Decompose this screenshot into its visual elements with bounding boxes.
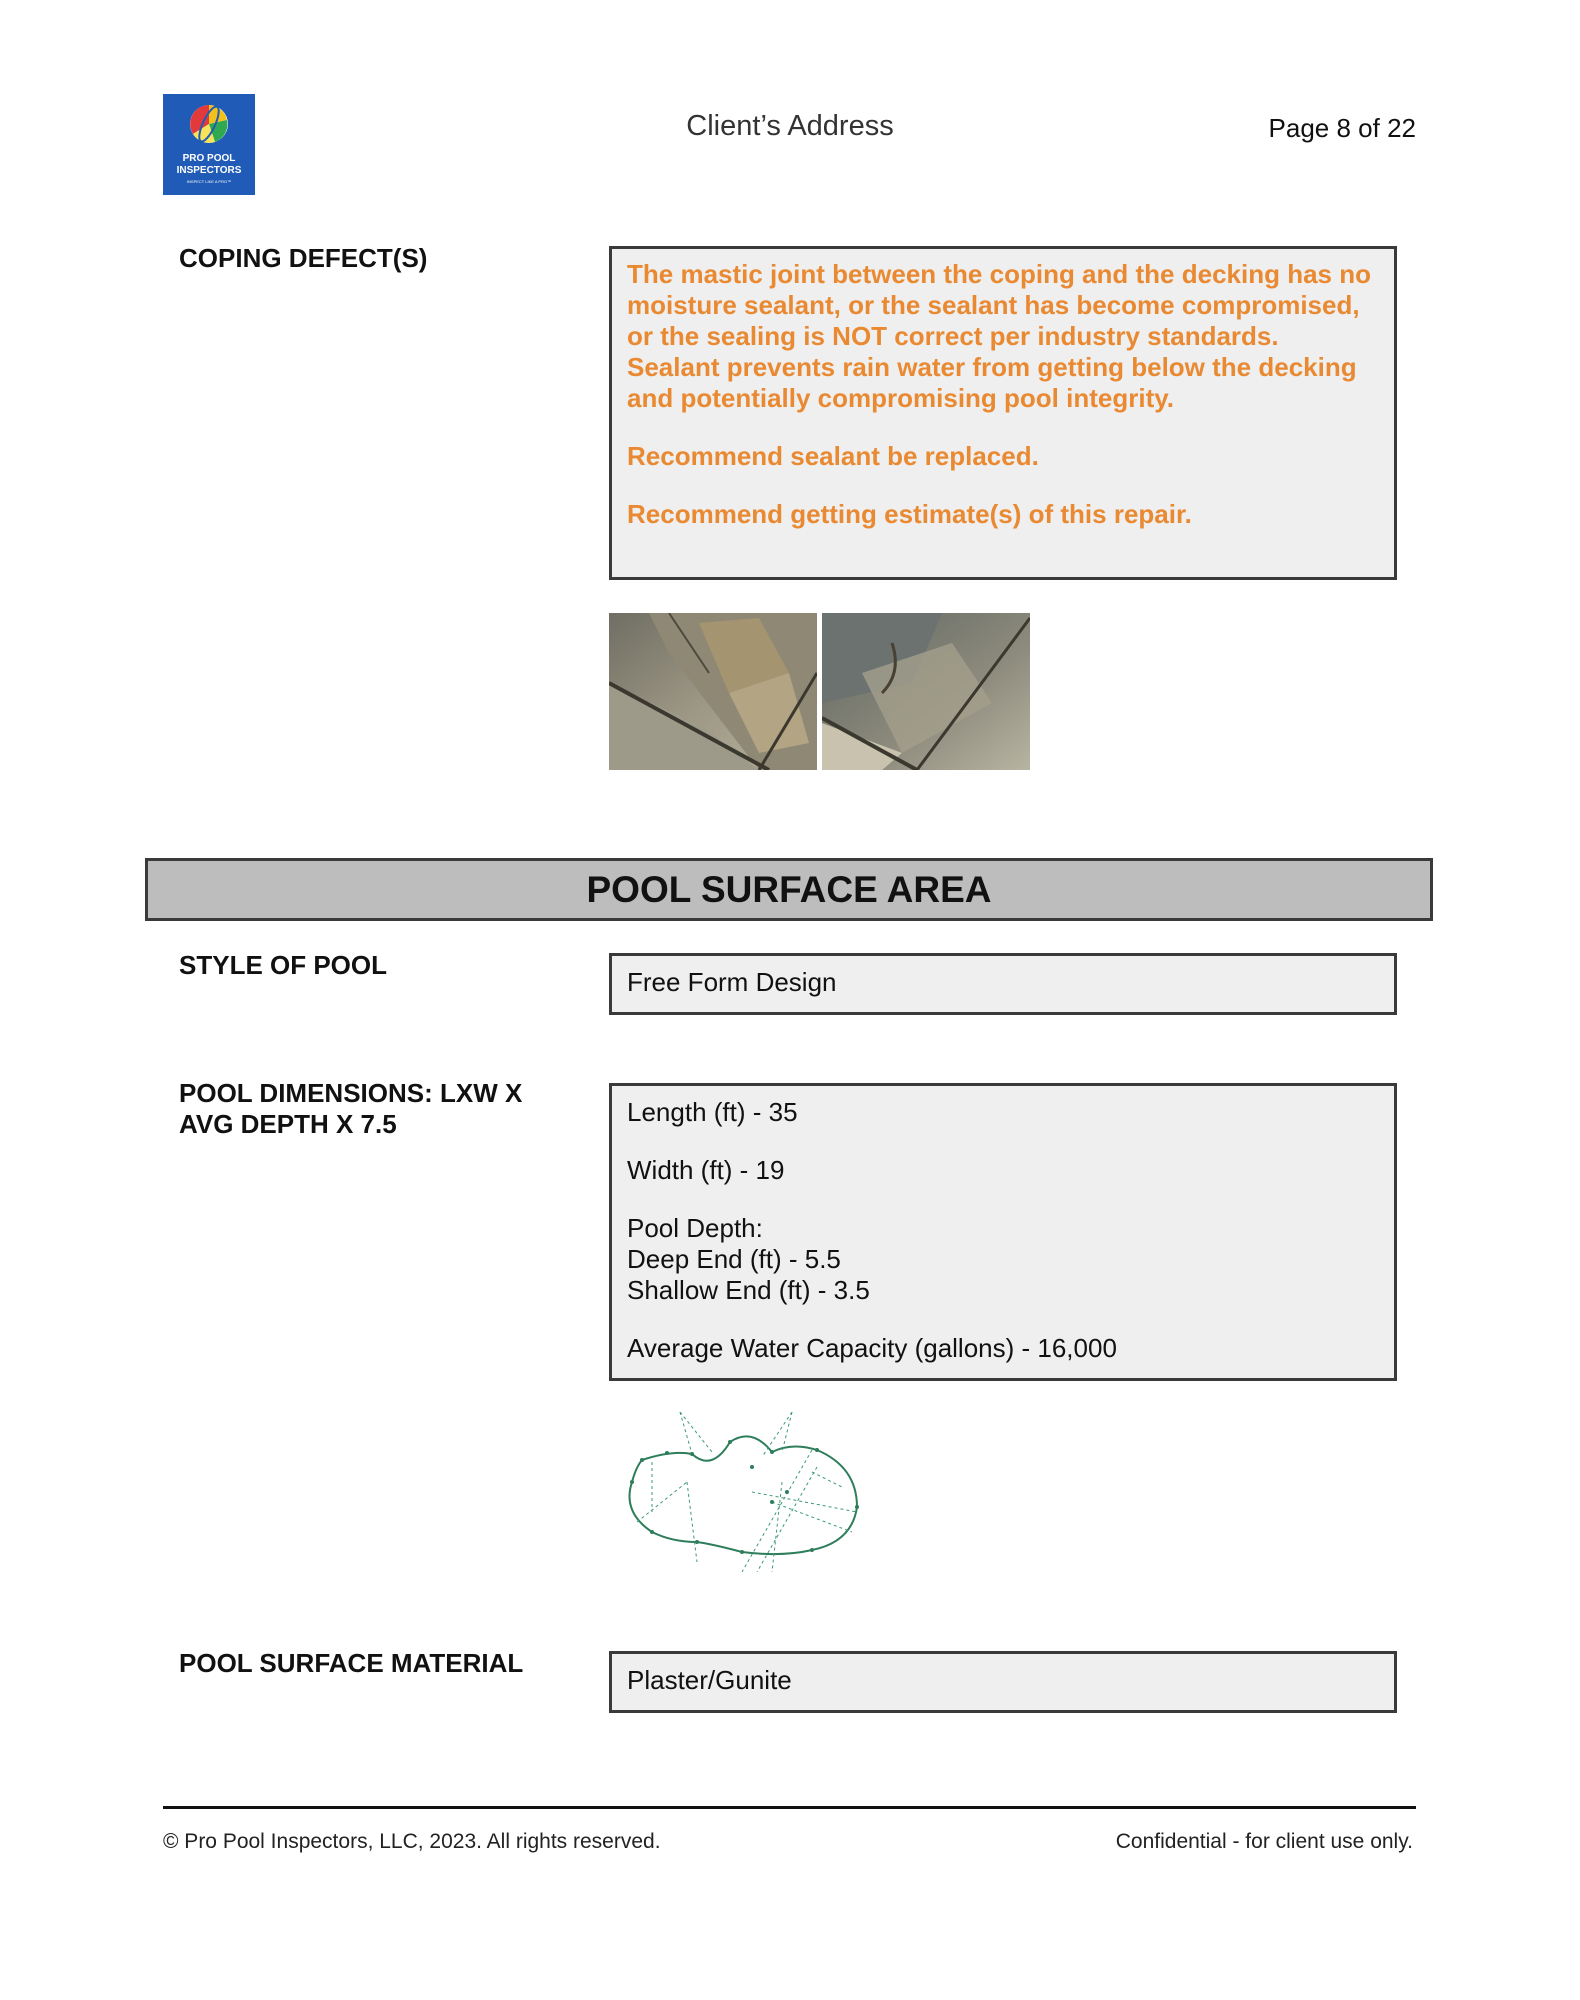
capacity-value: Average Water Capacity (gallons) - 16,000 [627, 1333, 1117, 1363]
page-number: Page 8 of 22 [1268, 113, 1416, 143]
pool-surface-area-heading: POOL SURFACE AREA [145, 858, 1433, 921]
shallow-end-value: Shallow End (ft) - 3.5 [627, 1275, 870, 1305]
footer-confidential: Confidential - for client use only. [1115, 1830, 1413, 1853]
coping-defect-label: COPING DEFECT(S) [179, 243, 428, 273]
style-of-pool-value: Free Form Design [627, 967, 837, 997]
logo-line-2: INSPECTORS [176, 165, 242, 176]
logo-tagline: INSPECT LIKE A PRO™ [186, 179, 232, 184]
coping-joint-photo-2 [822, 613, 1030, 770]
length-value: Length (ft) - 35 [627, 1097, 798, 1127]
style-of-pool-label: STYLE OF POOL [179, 950, 388, 980]
logo-line-1: PRO POOL [182, 153, 236, 164]
surface-material-value: Plaster/Gunite [627, 1665, 792, 1695]
defect-paragraph-3: Recommend sealant be replaced. [627, 441, 1039, 471]
coping-joint-photo-1 [609, 613, 817, 770]
footer-divider [163, 1806, 1416, 1809]
style-of-pool-box [609, 953, 1397, 1015]
beach-ball-icon [190, 104, 228, 144]
coping-defect-box [609, 246, 1397, 580]
client-address-title: Client’s Address [686, 110, 894, 142]
company-logo [163, 94, 255, 195]
pool-dimensions-box [609, 1083, 1397, 1381]
depth-heading: Pool Depth: [627, 1213, 763, 1243]
defect-paragraph-2: Sealant prevents rain water from getting below the decking and potentially compromising pool integrity. [627, 352, 1357, 413]
freeform-pool-outline-diagram [612, 1412, 872, 1572]
footer-copyright: © Pro Pool Inspectors, LLC, 2023. All rights reserved. [163, 1830, 661, 1853]
pool-dimensions-label: POOL DIMENSIONS: LXW X AVG DEPTH X 7.5 [179, 1078, 523, 1139]
deep-end-value: Deep End (ft) - 5.5 [627, 1244, 841, 1274]
surface-material-box [609, 1651, 1397, 1713]
width-value: Width (ft) - 19 [627, 1155, 785, 1185]
defect-paragraph-4: Recommend getting estimate(s) of this repair. [627, 499, 1192, 529]
defect-paragraph-1: The mastic joint between the coping and the decking has no moisture sealant, or the sealant has become compromised, or the sealing is NOT correct per industry standards. [627, 259, 1371, 351]
surface-material-label: POOL SURFACE MATERIAL [179, 1648, 524, 1678]
